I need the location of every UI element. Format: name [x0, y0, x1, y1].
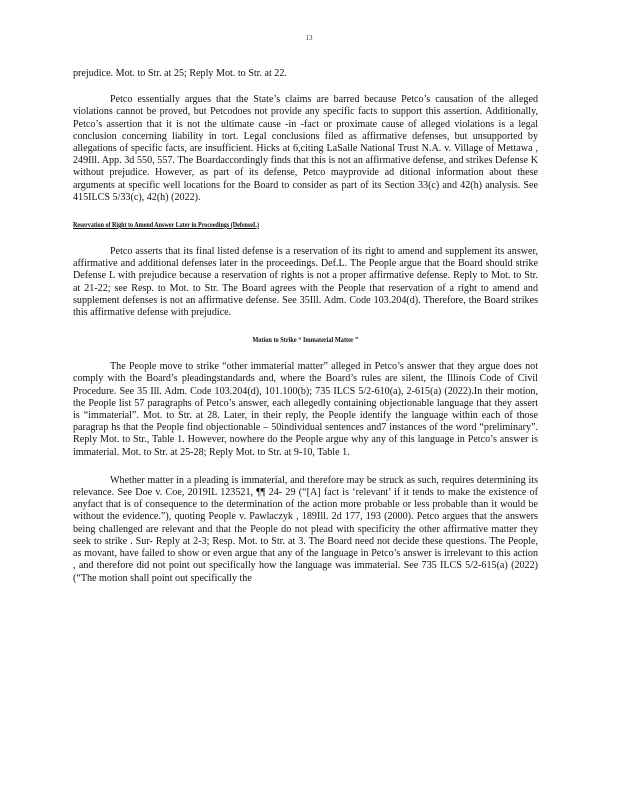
section-heading-reservation: Reservation of Right to Amend Answer Later in Proceedings (DefenseL) — [73, 220, 259, 230]
paragraph-relevance: Whether matter in a pleading is immaterial, and therefore may be struck as such, requires determining its relevance. See Doe v. Coe, 2019IL 123521, ¶¶ 24- 29 (“[A] fact is ‘relevant’ if it tends to make the existence of anyfact that is of consequence to the determination of the action more probable or less probable than it would be without the evidence.”), quoting People v. Pawlaczyk , 189Ill. 2d 177, 193 (2000). Petco argues that the answers being challenged are relevant and that the People do not plead with specificity the other affirmative matter they seek to strike . Sur- Reply at 2-3; Resp. Mot. to Str. at 3. The Board need not decide these questions. The People, as movant, have failed to show or even argue that any of the language in Petco’s answer is irrelevant to this action , and therefore did not point out specifically how the language was immaterial. See 735 ILCS 5/2-615(a) (2022) (“The motion shall point out specifically the — [73, 474, 538, 584]
paragraph-immaterial-matter: The People move to strike “other immaterial matter” alleged in Petco’s answer that they argue does not comply with the Board’s pleadingstandards and, where the Board’s rules are silent, the Illinois Code of Civil Procedure. See 35 Ill. Adm. Code 103.204(d), 101.100(b); 735 ILCS 5/2-610(a), 2-615(a) (2022).In their motion, the People list 57 paragraphs of Petco’s answer, each allegedly containing objectionable language that they assert is “immaterial”. Mot. to Str. at 28. Later, in their reply, the People identify the language within each of those paragrap hs that the People find objectionable – 50individual sentences and7 instances of the word “preliminary”. Reply Mot. to Str., Table 1. However, nowhere do the People argue why any of this language in Petco’s answer is immaterial. Mot. to Str. at 25-28; Reply Mot. to Str. at 9-10, Table 1. — [73, 361, 538, 458]
heading-text: Motion to Strike “ Immaterial Matter ” — [252, 335, 359, 345]
section-heading-motion-to-strike — [73, 335, 538, 345]
paragraph-reservation: Petco asserts that its final listed defense is a reservation of its right to amend and supplement its answer, affirmative and additional defenses later in the proceedings. Def.L. The People argue that the Board should strike Defense L with prejudice because a reservation of rights is not a proper affirmative defense. Reply to Mot. to Str. at 21-22; see Resp. to Mot. to Str. The Board agrees with the People that reservation of a right to amend and supplement defenses is not an affirmative defense. See 35Ill. Adm. Code 103.204(d). Therefore, the Board strikes this affirmative defense with prejudice. — [73, 246, 538, 319]
page-number: 13 — [305, 34, 313, 42]
document-body — [73, 68, 538, 585]
paragraph-petco-causation: Petco essentially argues that the State’s claims are barred because Petco’s causation of the alleged violations cannot be proved, but Petcodoes not provide any specific facts to support this assertion. Additionally, Petco’s assertion that it is not the ultimate cause -in -fact or proximate cause of alleged violations is a legal conclusion concerning liability in tort. Legal conclusions filed as affirmative defenses, but unsupported by allegations of specific facts, are insufficient. Hicks at 6,citing LaSalle National Trust N.A. v. Village of Mettawa , 249Ill. App. 3d 550, 557. The Boardaccordingly finds that this is not an affirmative defense, and strikes Defense K without prejudice. However, as part of its defense, Petco mayprovide ad ditional information about these arguments at specific well locations for the Board to consider as part of its Section 33(c) and 42(h) analysis. See 415ILCS 5/33(c), 42(h) (2022). — [73, 94, 538, 203]
paragraph-continuation: prejudice. Mot. to Str. at 25; Reply Mot. to Str. at 22. — [73, 68, 287, 79]
